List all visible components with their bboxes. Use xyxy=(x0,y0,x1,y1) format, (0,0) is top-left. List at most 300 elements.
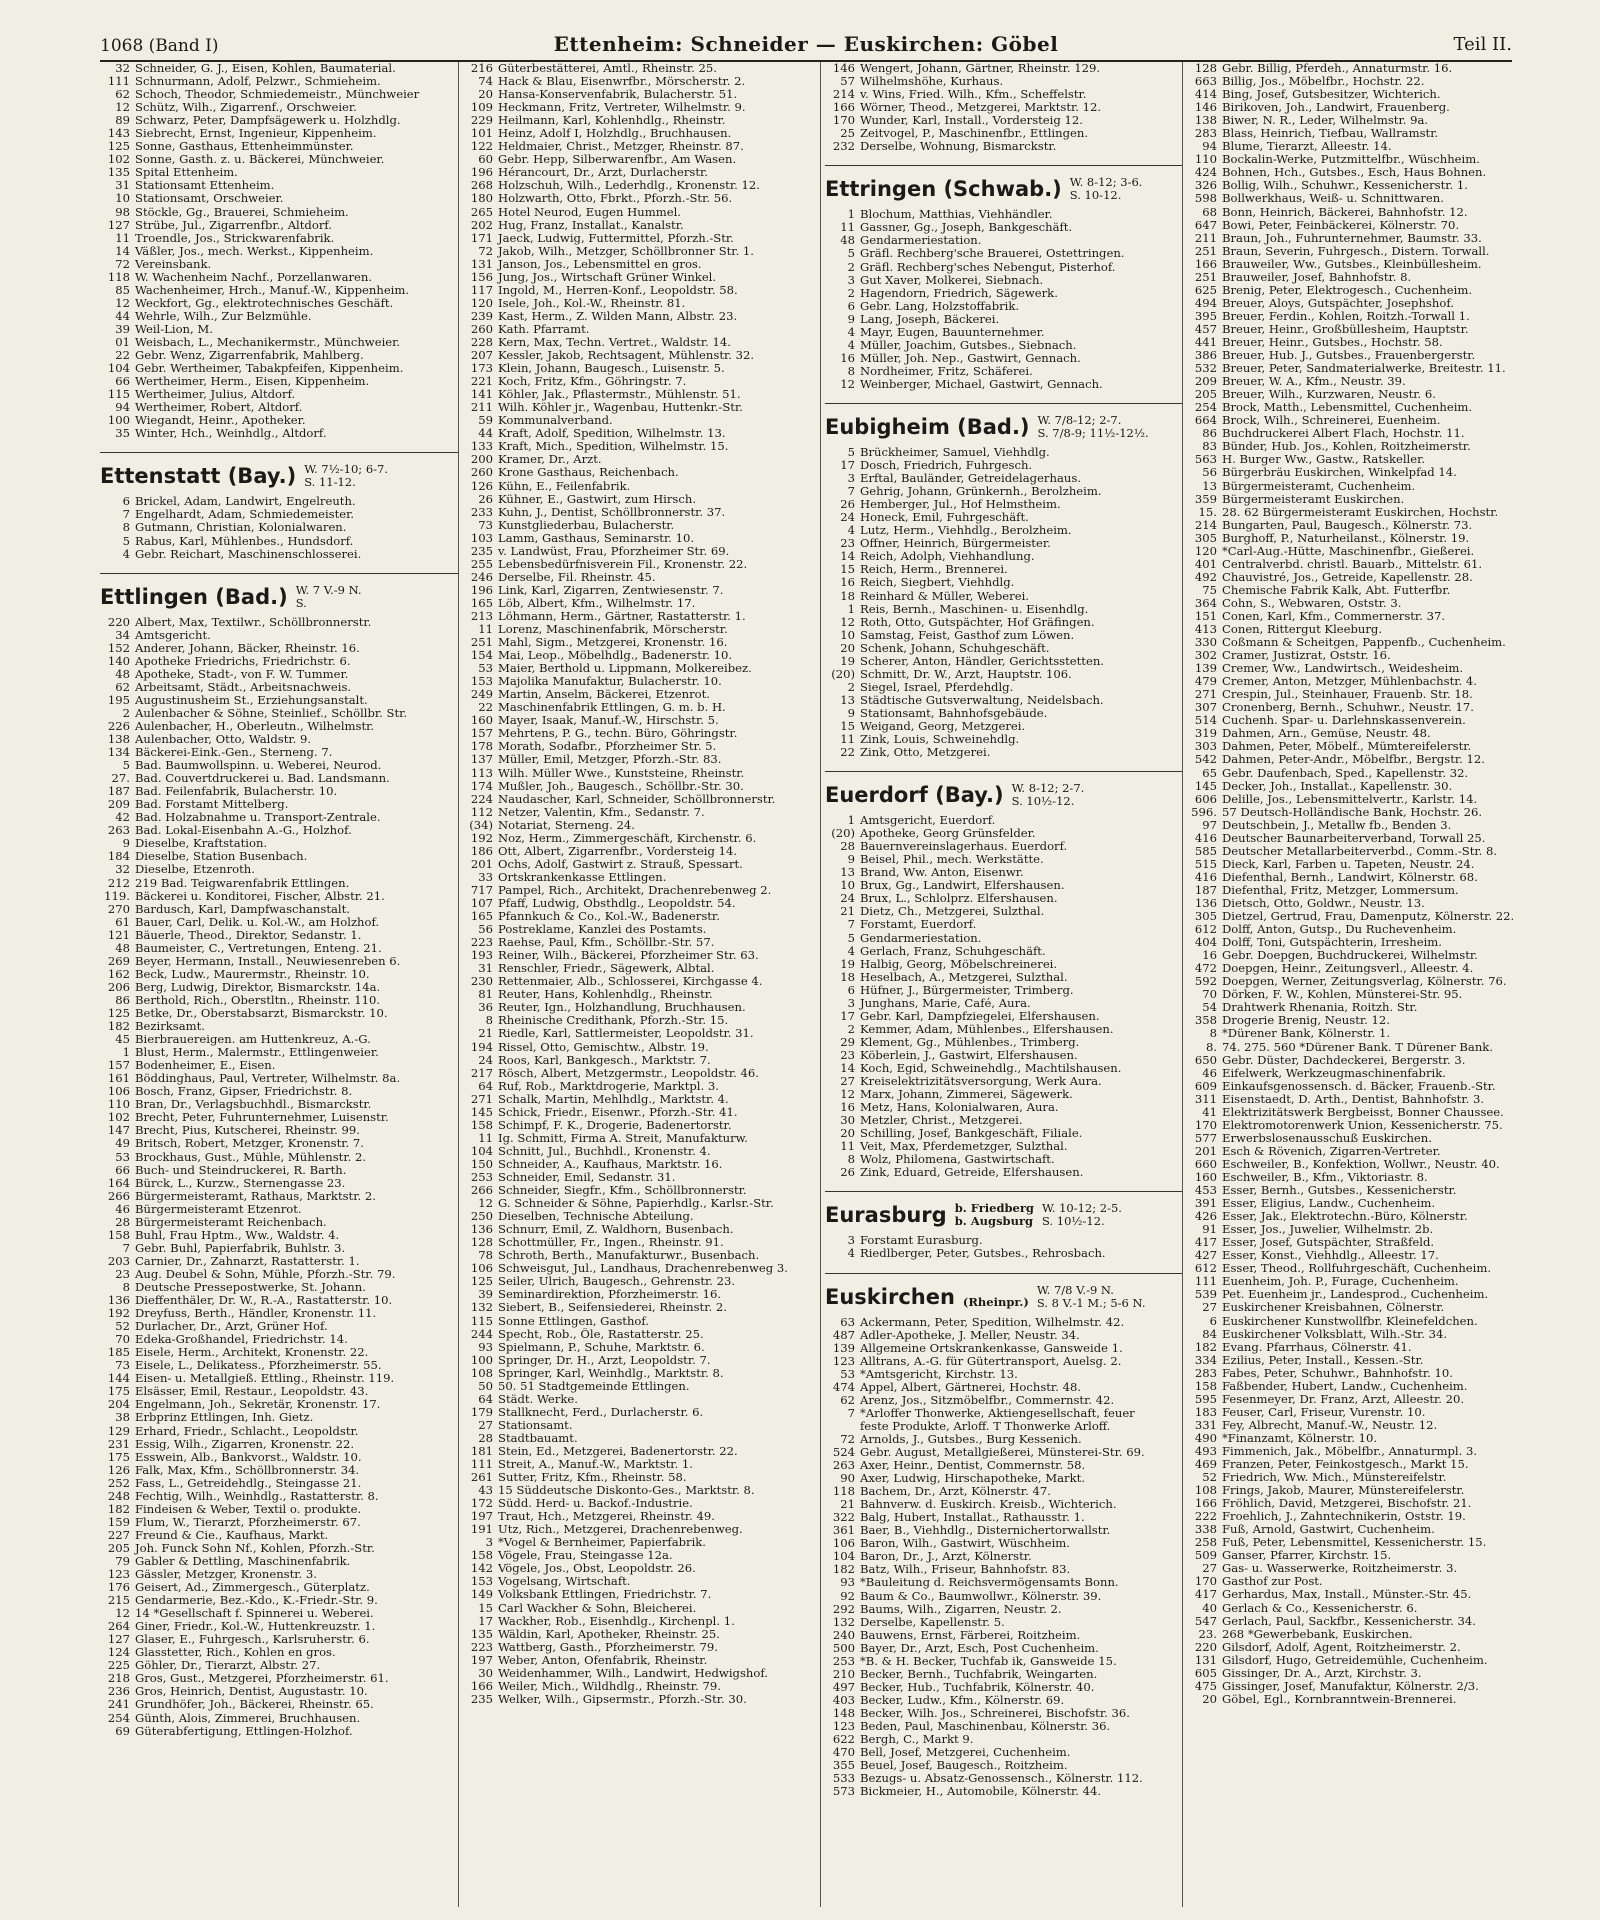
phone-number: 120 xyxy=(470,296,493,310)
entry-text: Kühn, E., Feilenfabrik. xyxy=(498,479,631,493)
phone-number: 23 xyxy=(840,1048,855,1062)
phone-number: 52 xyxy=(1202,1471,1217,1485)
entry-text: Gissinger, Dr. A., Arzt, Kirchstr. 3. xyxy=(1222,1666,1422,1680)
phone-number: 417 xyxy=(1194,1236,1217,1250)
directory-entry xyxy=(100,206,458,219)
directory-entry xyxy=(100,1007,458,1020)
directory-entry xyxy=(1187,1432,1519,1445)
entry-text: Dietsch, Otto, Goldwr., Neustr. 13. xyxy=(1222,897,1425,910)
entry-text: Holzschuh, Wilh., Lederhdlg., Kronenstr. 12. xyxy=(498,179,760,193)
phone-number: 89 xyxy=(115,114,130,128)
phone-number: 146 xyxy=(832,62,855,75)
directory-entry xyxy=(463,140,821,153)
phone-number: 182 xyxy=(107,1502,130,1516)
entry-text: Eschweiler, B., Kfm., Viktoriastr. 8. xyxy=(1222,1170,1428,1184)
phone-number: 26 xyxy=(478,492,493,506)
entry-text: Offner, Heinrich, Bürgermeister. xyxy=(860,537,1051,551)
phone-number: 11 xyxy=(478,1131,493,1145)
phone-number: 7 xyxy=(122,508,130,522)
directory-entry xyxy=(463,1654,821,1667)
directory-entry xyxy=(463,453,821,466)
directory-entry xyxy=(100,245,458,258)
phone-number: 9 xyxy=(847,853,855,867)
entry-text: Kath. Pfarramt. xyxy=(498,322,590,336)
phone-number: 612 xyxy=(1194,923,1217,937)
entry-text: Baum & Co., Baumwollwr., Kölnerstr. 39. xyxy=(860,1589,1102,1603)
directory-entry xyxy=(463,427,821,440)
directory-entry xyxy=(463,1380,821,1393)
phone-number: 59 xyxy=(478,414,493,428)
directory-entry xyxy=(825,1140,1183,1153)
phone-number: 355 xyxy=(832,1759,855,1773)
directory-entry xyxy=(463,675,821,688)
directory-entry xyxy=(463,688,821,701)
directory-entry xyxy=(463,1680,821,1693)
directory-entry xyxy=(1187,832,1519,845)
directory-entry xyxy=(463,1693,821,1706)
directory-entry xyxy=(463,1145,821,1158)
directory-entry xyxy=(100,1425,458,1438)
phone-number: 154 xyxy=(470,649,493,663)
phone-number: 153 xyxy=(470,675,493,689)
directory-entry xyxy=(1187,362,1519,375)
entry-text: Wehrle, Wilh., Zur Belzmühle. xyxy=(135,309,312,323)
entry-text: Birikoven, Joh., Landwirt, Frauenberg. xyxy=(1222,101,1450,115)
directory-entry xyxy=(463,1067,821,1080)
phone-number: 14 xyxy=(115,244,130,258)
entry-text: Zeitvogel, P., Maschinenfbr., Ettlingen. xyxy=(860,127,1089,141)
entry-text: Müller, Joachim, Gutsbes., Siebnach. xyxy=(860,338,1077,352)
phone-number: 204 xyxy=(107,1398,130,1412)
phone-number: 303 xyxy=(1194,740,1217,754)
entry-text: Gutmann, Christian, Kolonialwaren. xyxy=(135,521,347,535)
directory-entry xyxy=(100,1438,458,1451)
directory-entry xyxy=(463,219,821,232)
entry-text: Bezirksamt. xyxy=(135,1020,205,1034)
entry-text: Aulenbacher, Otto, Waldstr. 9. xyxy=(135,733,312,747)
directory-entry xyxy=(1187,701,1519,714)
directory-entry xyxy=(1187,597,1519,610)
phone-number: 102 xyxy=(107,153,130,167)
directory-entry xyxy=(825,1062,1183,1075)
entry-text: Lamm, Gasthaus, Seminarstr. 10. xyxy=(498,531,695,545)
phone-number: 136 xyxy=(470,1223,493,1237)
directory-entry xyxy=(825,339,1183,352)
entry-text: W. Wachenheim Nachf., Porzellanwaren. xyxy=(135,270,373,284)
entry-text: Wertheimer, Robert, Altdorf. xyxy=(135,401,303,415)
directory-entry xyxy=(100,323,458,336)
directory-entry xyxy=(100,837,458,850)
entry-text: Drahtwerk Rhenania, Roitzh. Str. xyxy=(1222,1001,1418,1015)
phone-number: 128 xyxy=(1194,62,1217,75)
phone-number: 3 xyxy=(847,273,855,287)
phone-number: 12 xyxy=(840,615,855,629)
entry-text: Gerlach & Co., Kessenicherstr. 6. xyxy=(1222,1601,1418,1615)
directory-entry xyxy=(825,1563,1183,1576)
entry-text: Siegel, Israel, Pferdehdlg. xyxy=(860,680,1014,694)
phone-number: 65 xyxy=(1202,766,1217,780)
entry-text: Mußler, Joh., Baugesch., Schöllbr.-Str. 30. xyxy=(498,779,744,793)
entry-text: Vögele, Frau, Steingasse 12a. xyxy=(498,1549,673,1563)
phone-number: 217 xyxy=(470,1066,493,1080)
phone-number: 73 xyxy=(478,518,493,532)
directory-entry xyxy=(1187,1132,1519,1145)
phone-number: 166 xyxy=(1194,1497,1217,1511)
phone-number: 479 xyxy=(1194,675,1217,689)
entry-text: Bezugs- u. Absatz-Genossensch., Kölnerstr. 112. xyxy=(860,1772,1143,1786)
entry-text: Esswein, Alb., Bankvorst., Waldstr. 10. xyxy=(135,1450,362,1464)
directory-entry xyxy=(1187,897,1519,910)
directory-entry xyxy=(825,352,1183,365)
entry-text: Springer, Karl, Weinhdlg., Marktstr. 8. xyxy=(498,1366,724,1380)
phone-number: 8 xyxy=(122,1280,130,1294)
directory-entry xyxy=(1187,401,1519,414)
phone-number: 46 xyxy=(1202,1066,1217,1080)
phone-number: 158 xyxy=(470,1549,493,1563)
phone-number: 427 xyxy=(1194,1249,1217,1263)
part-label: Teil II. xyxy=(1453,34,1512,55)
phone-number: 13 xyxy=(1202,479,1217,493)
phone-number: 100 xyxy=(107,414,130,428)
directory-entry xyxy=(100,388,458,401)
directory-entry xyxy=(100,179,458,192)
entry-text: Roth, Otto, Gutspächter, Hof Gräfingen. xyxy=(860,615,1095,629)
entry-text: *Finanzamt, Kölnerstr. 10. xyxy=(1222,1431,1378,1445)
directory-entry xyxy=(825,1101,1183,1114)
directory-entry xyxy=(463,962,821,975)
directory-entry xyxy=(463,1575,821,1588)
entry-text: G. Schneider & Söhne, Papierhdlg., Karlsr.-Str. xyxy=(498,1197,774,1211)
office-hours: W. 7/8 V.-9 N. S. 8 V.-1 M.; 5-6 N. xyxy=(1036,1282,1146,1310)
entry-text: Volksbank Ettlingen, Friedrichstr. 7. xyxy=(498,1588,712,1602)
phone-number: 1 xyxy=(847,208,855,222)
entry-text: Bonn, Heinrich, Bäckerei, Bahnhofstr. 12. xyxy=(1222,205,1468,219)
entry-text: Feuser, Carl, Friseur, Vurenstr. 10. xyxy=(1222,1405,1426,1419)
entry-text: 57 Deutsch-Holländische Bank, Hochstr. 26. xyxy=(1222,805,1483,819)
phone-number: 151 xyxy=(1194,609,1217,623)
phone-number: 117 xyxy=(470,283,493,297)
entry-text: Südd. Herd- u. Backof.-Industrie. xyxy=(498,1497,693,1511)
entry-list xyxy=(825,62,1183,153)
phone-number: 162 xyxy=(107,967,130,981)
entry-text: Krone Gasthaus, Reichenbach. xyxy=(498,466,679,480)
phone-number: 146 xyxy=(1194,101,1217,115)
phone-number: 717 xyxy=(470,883,493,897)
directory-entry xyxy=(825,208,1183,221)
entry-text: Klement, Gg., Mühlenbes., Trimberg. xyxy=(860,1035,1080,1049)
directory-entry xyxy=(463,1184,821,1197)
directory-entry xyxy=(825,603,1183,616)
directory-entry xyxy=(1187,532,1519,545)
phone-number: 231 xyxy=(107,1437,130,1451)
entry-text: Britsch, Robert, Metzger, Kronenstr. 7. xyxy=(135,1137,364,1151)
entry-text: Kommunalverband. xyxy=(498,414,613,428)
entry-text: Baron, Dr., J., Arzt, Kölnerstr. xyxy=(860,1550,1032,1564)
directory-entry xyxy=(825,1036,1183,1049)
directory-entry xyxy=(463,1132,821,1145)
entry-text: Kemmer, Adam, Mühlenbes., Elfershausen. xyxy=(860,1022,1114,1036)
phone-number: 2 xyxy=(847,286,855,300)
directory-entry xyxy=(825,1420,1183,1433)
directory-entry xyxy=(1187,623,1519,636)
phone-number: 53 xyxy=(478,662,493,676)
phone-number: 24 xyxy=(840,892,855,906)
entry-text: Seminardirektion, Pforzheimerstr. 16. xyxy=(498,1288,722,1302)
directory-entry xyxy=(825,140,1183,153)
phone-number: 424 xyxy=(1194,166,1217,180)
phone-number: 182 xyxy=(1194,1340,1217,1354)
directory-entry xyxy=(100,114,458,127)
entry-text: *Bauleitung d. Reichsvermögensamts Bonn. xyxy=(860,1576,1119,1590)
entry-text: Conen, Rittergut Kleeburg. xyxy=(1222,623,1383,637)
directory-entry xyxy=(1187,767,1519,780)
phone-number: 98 xyxy=(115,205,130,219)
phone-number: 104 xyxy=(832,1550,855,1564)
entry-text: Müller, Joh. Nep., Gastwirt, Gennach. xyxy=(860,351,1081,365)
entry-text: Aug. Deubel & Sohn, Mühle, Pforzh.-Str. 79. xyxy=(135,1267,396,1281)
entry-text: Schneider, Emil, Sedanstr. 31. xyxy=(498,1170,676,1184)
entry-text: 268 *Gewerbebank, Euskirchen. xyxy=(1222,1627,1413,1641)
directory-entry xyxy=(463,988,821,1001)
directory-entry xyxy=(825,668,1183,681)
phone-number: 500 xyxy=(832,1641,855,1655)
directory-entry xyxy=(1187,1093,1519,1106)
entry-text: *Carl-Aug.-Hütte, Maschinenfbr., Gießerei. xyxy=(1222,544,1475,558)
entry-text: Gebr. Hepp, Silberwarenfbr., Am Wasen. xyxy=(498,153,737,167)
phone-number: 401 xyxy=(1194,557,1217,571)
directory-entry xyxy=(463,636,821,649)
entry-text: Bosch, Franz, Gipser, Friedrichstr. 8. xyxy=(135,1085,353,1099)
entry-text: Utz, Rich., Metzgerei, Drachenrebenweg. xyxy=(498,1523,743,1537)
directory-entry xyxy=(463,780,821,793)
entry-text: Bad. Couvertdruckerei u. Bad. Landsmann. xyxy=(135,772,390,786)
entry-text: Kunstgliederbau, Bulacherstr. xyxy=(498,518,675,532)
phone-number: 108 xyxy=(1194,1484,1217,1498)
directory-entry xyxy=(100,1633,458,1646)
directory-entry xyxy=(825,1616,1183,1629)
entry-text: Friedrich, Ww. Mich., Münstereifelstr. xyxy=(1222,1471,1447,1485)
phone-number: 64 xyxy=(478,1079,493,1093)
directory-entry xyxy=(825,1023,1183,1036)
directory-entry xyxy=(463,1262,821,1275)
directory-entry xyxy=(825,1772,1183,1785)
directory-entry xyxy=(1187,1301,1519,1314)
phone-number: 187 xyxy=(1194,883,1217,897)
phone-number: 11 xyxy=(840,1140,855,1154)
entry-text: Euskirchener Kreisbahnen, Cölnerstr. xyxy=(1222,1301,1445,1315)
phone-number: 239 xyxy=(470,309,493,323)
phone-number: 532 xyxy=(1194,362,1217,376)
directory-entry xyxy=(100,1177,458,1190)
directory-entry xyxy=(100,1346,458,1359)
entry-text: Esser, Bernh., Gutsbes., Kessenicherstr. xyxy=(1222,1184,1457,1198)
phone-number: 25 xyxy=(840,127,855,141)
phone-number: 563 xyxy=(1194,453,1217,467)
entry-text: Baron, Wilh., Gastwirt, Wüschheim. xyxy=(860,1537,1070,1551)
entry-text: Wilh. Müller Wwe., Kunststeine, Rheinstr. xyxy=(498,766,745,780)
phone-number: 205 xyxy=(107,1541,130,1555)
entry-text: Dolff, Toni, Gutspächterin, Irresheim. xyxy=(1222,936,1442,950)
phone-number: 266 xyxy=(470,1184,493,1198)
phone-number: 3 xyxy=(485,1536,493,1550)
section-heading-eubigheim xyxy=(825,403,1183,440)
entry-text: Gerlach, Paul, Sackfbr., Kessenicherstr. 34. xyxy=(1222,1614,1476,1628)
phone-number: 174 xyxy=(470,779,493,793)
phone-number: 118 xyxy=(832,1485,855,1499)
entry-text: Cuchenh. Spar- u. Darlehnskassenverein. xyxy=(1222,714,1466,728)
directory-entry xyxy=(100,75,458,88)
entry-text: Hotel Neurod, Eugen Hummel. xyxy=(498,205,681,219)
directory-entry xyxy=(100,1190,458,1203)
directory-entry xyxy=(825,958,1183,971)
entry-text: *Vogel & Bernheimer, Papierfabrik. xyxy=(498,1536,706,1550)
directory-entry xyxy=(1187,636,1519,649)
directory-entry xyxy=(463,1158,821,1171)
phone-number: 469 xyxy=(1194,1458,1217,1472)
phone-number: 94 xyxy=(1202,140,1217,154)
phone-number: 10 xyxy=(115,192,130,206)
phone-number: 103 xyxy=(470,531,493,545)
phone-number: 111 xyxy=(470,1458,493,1472)
directory-entry xyxy=(100,1046,458,1059)
directory-entry xyxy=(825,472,1183,485)
entry-text: Lutz, Herm., Viehhdlg., Berolzheim. xyxy=(860,524,1072,538)
entry-text: Stein, Ed., Metzgerei, Badenertorstr. 22. xyxy=(498,1444,738,1458)
entry-text: Weil-Lion, M. xyxy=(135,322,213,336)
phone-number: 180 xyxy=(470,192,493,206)
entry-text: Notariat, Sterneng. 24. xyxy=(498,818,635,832)
phone-number: 160 xyxy=(1194,1170,1217,1184)
phone-number: 251 xyxy=(470,636,493,650)
directory-entry xyxy=(463,1328,821,1341)
entry-text: Arnolds, J., Gutsbes., Burg Kessenich. xyxy=(860,1432,1082,1446)
directory-entry xyxy=(1187,988,1519,1001)
entry-text: Hansa-Konservenfabrik, Bulacherstr. 51. xyxy=(498,88,738,102)
directory-entry xyxy=(100,642,458,655)
directory-entry xyxy=(100,942,458,955)
phone-number: 23 xyxy=(115,1267,130,1281)
entry-text: Heilmann, Karl, Kohlenhdlg., Rheinstr. xyxy=(498,114,726,128)
phone-number: 5 xyxy=(847,445,855,459)
entry-text: Carl Wackher & Sohn, Bleicherei. xyxy=(498,1601,697,1615)
entry-text: Gebr. Daufenbach, Sped., Kapellenstr. 32. xyxy=(1222,766,1469,780)
phone-number: 271 xyxy=(1194,688,1217,702)
entry-text: Metz, Hans, Kolonialwaren, Aura. xyxy=(860,1101,1059,1115)
directory-entry xyxy=(463,284,821,297)
entry-text: Fesenmeyer, Dr. Franz, Arzt, Alleestr. 20. xyxy=(1222,1392,1465,1406)
directory-entry xyxy=(463,545,821,558)
directory-entry xyxy=(100,1242,458,1255)
entry-text: Wiegandt, Heinr., Apotheker. xyxy=(135,414,306,428)
directory-entry xyxy=(463,1106,821,1119)
phone-number: 5 xyxy=(122,534,130,548)
directory-entry xyxy=(100,1072,458,1085)
entry-text: Gilsdorf, Hugo, Getreidemühle, Cuchenheim. xyxy=(1222,1653,1488,1667)
entry-text: Schneider, A., Kaufhaus, Marktstr. 16. xyxy=(498,1157,723,1171)
directory-entry xyxy=(100,127,458,140)
section-heading-euskirchen xyxy=(825,1273,1183,1310)
entry-text: Brecht, Pius, Kutscherei, Rheinstr. 99. xyxy=(135,1124,360,1138)
phone-number: 260 xyxy=(470,322,493,336)
directory-entry xyxy=(1187,1654,1519,1667)
entry-text: Gendarmerie, Bez.-Kdo., K.-Friedr.-Str. 9. xyxy=(135,1594,378,1608)
entry-text: Isele, Joh., Kol.-W., Rheinstr. 81. xyxy=(498,296,686,310)
directory-entry xyxy=(100,1620,458,1633)
entry-text: Gas- u. Wasserwerke, Roitzheimerstr. 3. xyxy=(1222,1562,1458,1576)
phone-number: 8 xyxy=(122,521,130,535)
phone-number: 492 xyxy=(1194,570,1217,584)
phone-number: 28 xyxy=(115,1215,130,1229)
entry-text: Breuer, Heinr., Gutsbes., Hochstr. 58. xyxy=(1222,335,1443,349)
directory-entry xyxy=(463,871,821,884)
entry-text: Ganser, Pfarrer, Kirchstr. 15. xyxy=(1222,1549,1392,1563)
entry-text: Berthold, Rich., Oberstltn., Rheinstr. 110. xyxy=(135,993,381,1007)
entry-text: Euenheim, Joh. P., Furage, Cuchenheim. xyxy=(1222,1275,1459,1289)
phone-number: 12 xyxy=(115,296,130,310)
directory-entry xyxy=(825,694,1183,707)
phone-number: 609 xyxy=(1194,1079,1217,1093)
directory-entry xyxy=(100,1137,458,1150)
directory-entry xyxy=(100,981,458,994)
phone-number: 94 xyxy=(115,401,130,415)
entry-text: Güterbestätterei, Amtl., Rheinstr. 25. xyxy=(498,62,717,75)
entry-text: Ig. Schmitt, Firma A. Streit, Manufakturw. xyxy=(498,1131,748,1145)
entry-text: 219 Bad. Teigwarenfabrik Ettlingen. xyxy=(135,876,350,890)
entry-text: Geisert, Ad., Zimmergesch., Güterplatz. xyxy=(135,1581,370,1595)
phone-number: 15. xyxy=(1198,505,1217,519)
phone-number: 15 xyxy=(478,1601,493,1615)
phone-number: 292 xyxy=(832,1602,855,1616)
phone-number: 2 xyxy=(847,260,855,274)
entry-text: Lorenz, Maschinenfabrik, Mörscherstr. xyxy=(498,623,728,637)
directory-entry xyxy=(825,1433,1183,1446)
directory-entry xyxy=(1187,1641,1519,1654)
directory-entry xyxy=(463,949,821,962)
phone-number: 248 xyxy=(107,1489,130,1503)
entry-text: *Amtsgericht, Kirchstr. 13. xyxy=(860,1367,1018,1381)
directory-entry xyxy=(1187,271,1519,284)
directory-entry xyxy=(100,824,458,837)
directory-entry xyxy=(100,616,458,629)
entry-text: Winter, Hch., Weinhdlg., Altdorf. xyxy=(135,427,327,441)
directory-entry xyxy=(825,88,1183,101)
phone-number: 136 xyxy=(1194,897,1217,910)
phone-number: 28 xyxy=(840,840,855,854)
phone-number: 8 xyxy=(847,364,855,378)
phone-number: 271 xyxy=(470,1092,493,1106)
entry-text: Bad. Feilenfabrik, Bulacherstr. 10. xyxy=(135,785,338,799)
phone-number: 192 xyxy=(107,1307,130,1321)
entry-text: Wachenheimer, Hrch., Manuf.-W., Kippenheim. xyxy=(135,283,410,297)
phone-number: 182 xyxy=(832,1563,855,1577)
entry-text: Eisenstaedt, D. Arth., Dentist, Bahnhofstr. 3. xyxy=(1222,1092,1485,1106)
directory-entry xyxy=(100,1712,458,1725)
entry-text: Weidenhammer, Wilh., Landwirt, Hedwigshof. xyxy=(498,1666,768,1680)
directory-entry xyxy=(463,466,821,479)
entry-text: H. Burger Ww., Gastw., Ratskeller. xyxy=(1222,453,1426,467)
directory-entry xyxy=(100,850,458,863)
phone-number: 97 xyxy=(1202,818,1217,832)
entry-text: Honeck, Emil, Fuhrgeschäft. xyxy=(860,511,1029,525)
directory-entry xyxy=(1187,1341,1519,1354)
phone-number: 2 xyxy=(122,706,130,720)
phone-number: 416 xyxy=(1194,831,1217,845)
directory-entry xyxy=(463,1602,821,1615)
entry-text: Eschweiler, B., Konfektion, Wollwr., Neustr. 40. xyxy=(1222,1157,1500,1171)
phone-number: 108 xyxy=(470,1366,493,1380)
directory-entry xyxy=(1187,806,1519,819)
phone-number: 185 xyxy=(107,1346,130,1360)
